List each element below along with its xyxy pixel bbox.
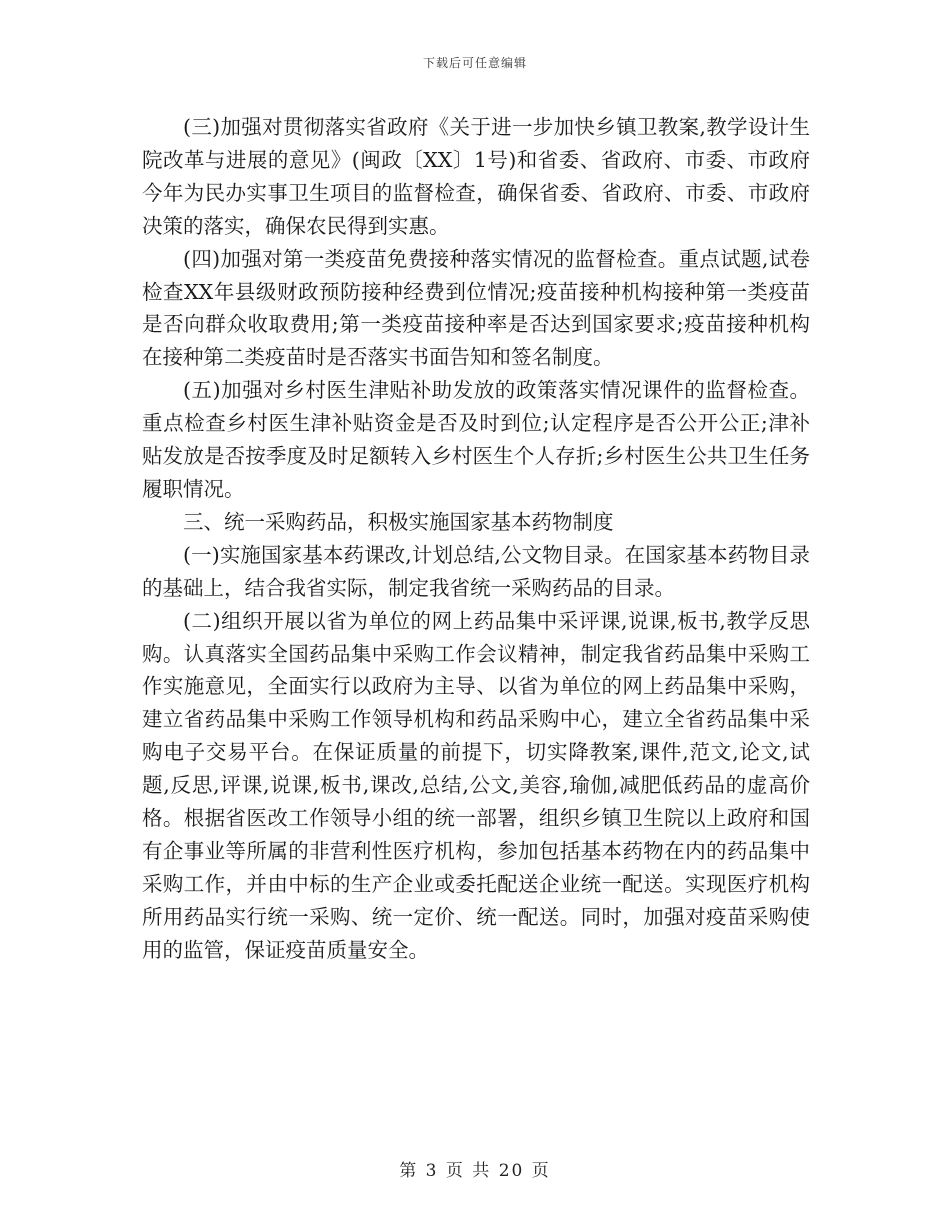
paragraph-section-5: (五)加强对乡村医生津贴补助发放的政策落实情况课件的监督检查。重点检查乡村医生津补贴资金是否及时到位;认定程序是否公开公正;津补贴发放是否按季度及时足额转入乡村医生个人存折;乡村医生公共卫生任务履职情况。 bbox=[142, 378, 810, 501]
section-heading-3: 三、统一采购药品，积极实施国家基本药物制度 bbox=[183, 509, 614, 534]
document-body bbox=[142, 111, 810, 967]
paragraph-section-3: (三)加强对贯彻落实省政府《关于进一步加快乡镇卫教案,教学设计生院改革与进展的意见》(闽政〔XX〕1号)和省委、省政府、市委、市政府今年为民办实事卫生项目的监督检查，确保省委、省政府、市委、市政府决策的落实，确保农民得到实惠。 bbox=[142, 115, 810, 238]
page-number: 第 3 页 共 20 页 bbox=[399, 1161, 551, 1181]
paragraph-subsection-1: (一)实施国家基本药课改,计划总结,公文物目录。在国家基本药物目录的基础上，结合我省实际，制定我省统一采购药品的目录。 bbox=[142, 542, 810, 600]
paragraph-section-4: (四)加强对第一类疫苗免费接种落实情况的监督检查。重点试题,试卷检查XX年县级财政预防接种经费到位情况;疫苗接种机构接种第一类疫苗是否向群众收取费用;第一类疫苗接种率是否达到国家要求;疫苗接种机构在接种第二类疫苗时是否落实书面告知和签名制度。 bbox=[142, 246, 810, 370]
paragraph-subsection-2: (二)组织开展以省为单位的网上药品集中采评课,说课,板书,教学反思购。认真落实全国药品集中采购工作会议精神，制定我省药品集中采购工作实施意见，全面实行以政府为主导、以省为单位的网上药品集中采购，建立省药品集中采购工作领导机构和药品采购中心，建立全省药品集中采购电子交易平台。在保证质量的前提下，切实降教案,课件,范文,论文,试题,反思,评课,说课,板书,课改,总结,公文,美容,瑜伽,减肥低药品的虚高价格。根据省医改工作领导小组的统一部署，组织乡镇卫生院以上政府和国有企事业等所属的非营利性医疗机构，参加包括基本药物在内的药品集中采购工作，并由中标的生产企业或委托配送企业统一配送。实现医疗机构所用药品实行统一采购、统一定价、统一配送。同时，加强对疫苗采购使用的监管，保证疫苗质量安全。 bbox=[142, 608, 810, 962]
page-header: 下载后可任意编辑 bbox=[422, 56, 527, 70]
